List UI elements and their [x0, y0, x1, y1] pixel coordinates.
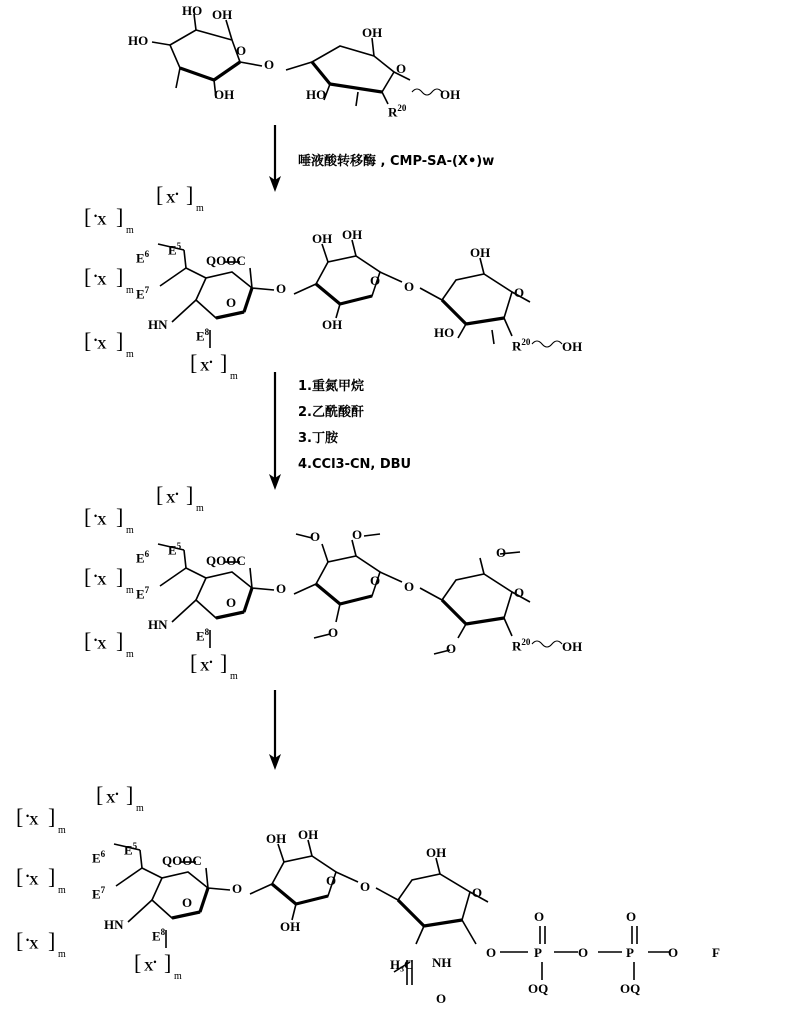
label-oq-1: OQ: [528, 981, 549, 996]
bracket-left-x8: [: [84, 564, 92, 589]
label-p-1: P: [534, 945, 542, 960]
label-xstar-1: •X: [94, 211, 107, 228]
label-ho-2: HO: [128, 33, 149, 48]
label-xstar-10: X•: [200, 657, 213, 674]
bracket-left-x10: [: [190, 650, 198, 675]
reagent-step2-0: 1.重氮甲烷: [298, 379, 364, 394]
bracket-right-x13: ]: [48, 864, 56, 889]
label-oh: OH: [212, 7, 233, 22]
bracket-right-x12: ]: [126, 782, 134, 807]
label-ring-o-3: O: [226, 295, 237, 310]
label-e7-3: $E^7$: [92, 885, 106, 902]
bracket-left-x9: [: [84, 628, 92, 653]
label-oh-7: OH: [322, 317, 343, 332]
bracket-left-x1: [: [84, 204, 92, 229]
label-xstar-6: •X: [94, 511, 107, 528]
label-oq-2: OQ: [620, 981, 641, 996]
label-xstar-8: •X: [94, 571, 107, 588]
bracket-right-x10: ]: [220, 650, 228, 675]
label-ring-o-1: O: [236, 43, 247, 58]
label-e8-1: $E^8$: [196, 327, 210, 344]
bracket-left-x11: [: [16, 804, 24, 829]
label-hn-3: HN: [104, 917, 124, 932]
label-ring-o-8: O: [514, 585, 525, 600]
label-m-8: m: [126, 585, 134, 596]
label-ome-5: O: [446, 641, 457, 656]
label-xstar-9: •X: [94, 635, 107, 652]
label-oh-3: OH: [362, 25, 383, 40]
label-r20-3: $R^{20}$: [512, 637, 531, 654]
bracket-left-x2: [: [156, 182, 164, 207]
label-oh-13: OH: [280, 919, 301, 934]
label-e5-1: $E^5$: [168, 241, 182, 258]
bracket-left-x14: [: [16, 928, 24, 953]
label-ome-1: O: [310, 529, 321, 544]
label-e8-3: $E^8$: [152, 927, 166, 944]
label-glyco-o-7: O: [360, 879, 371, 894]
label-ring-o-6: O: [226, 595, 237, 610]
label-p2-dbl-o: O: [626, 909, 637, 924]
reagent-step1-0: 唾液酸转移酶 , CMP-SA-(X•)w: [298, 154, 495, 169]
bracket-right-x5: ]: [220, 350, 228, 375]
bracket-right-x6: ]: [116, 504, 124, 529]
label-ring-o-4: O: [370, 273, 381, 288]
label-e5-2: $E^5$: [168, 541, 182, 558]
label-p-2: P: [626, 945, 634, 960]
bracket-left-x7: [: [156, 482, 164, 507]
label-e8-2: $E^8$: [196, 627, 210, 644]
bracket-right-x4: ]: [116, 328, 124, 353]
label-ring-o-11: O: [472, 885, 483, 900]
label-f: F: [712, 945, 720, 960]
bracket-left-x12: [: [96, 782, 104, 807]
bracket-right-x2: ]: [186, 182, 194, 207]
label-oh-4: OH: [440, 87, 461, 102]
label-glyco-o-4: O: [276, 581, 287, 596]
reagent-step2-1: 2.乙酰酸酐: [298, 405, 364, 420]
label-hn-1: HN: [148, 317, 168, 332]
label-ho-4: HO: [434, 325, 455, 340]
label-m-15: m: [174, 971, 182, 982]
label-nh: NH: [432, 955, 452, 970]
label-e7-2: $E^7$: [136, 585, 150, 602]
label-xstar-15: X•: [144, 957, 157, 974]
label-xstar-7: X•: [166, 489, 179, 506]
label-ring-o-7: O: [370, 573, 381, 588]
label-m-12: m: [136, 803, 144, 814]
bracket-left-x3: [: [84, 264, 92, 289]
label-ring-o-5: O: [514, 285, 525, 300]
label-xstar-11: •X: [26, 811, 39, 828]
label-glyco-o-6: O: [232, 881, 243, 896]
label-e6-1: $E^6$: [136, 249, 150, 266]
label-m-2: m: [196, 203, 204, 214]
label-glyco-o-5: O: [404, 579, 415, 594]
label-m-9: m: [126, 649, 134, 660]
bracket-left-x13: [: [16, 864, 24, 889]
reagent-step2-2: 3.丁胺: [298, 431, 338, 446]
label-ring-o-2: O: [396, 61, 407, 76]
label-glyco-o-2: O: [276, 281, 287, 296]
label-qooc-3: QOOC: [162, 853, 202, 868]
label-ring-o-9: O: [182, 895, 193, 910]
label-glyco-o-3: O: [404, 279, 415, 294]
label-m-5: m: [230, 371, 238, 382]
label-qooc-2: QOOC: [206, 553, 246, 568]
label-m-10: m: [230, 671, 238, 682]
label-ho-3: HO: [306, 87, 327, 102]
label-phospho-o-3: O: [668, 945, 679, 960]
label-oh-14: OH: [426, 845, 447, 860]
bracket-left-x15: [: [134, 950, 142, 975]
bracket-left-x4: [: [84, 328, 92, 353]
bracket-right-x7: ]: [186, 482, 194, 507]
bracket-right-x11: ]: [48, 804, 56, 829]
reagent-step2-3: 4.CCl3-CN, DBU: [298, 457, 412, 472]
label-r20-2: $R^{20}$: [512, 337, 531, 354]
label-xstar-14: •X: [26, 935, 39, 952]
label-hn-2: HN: [148, 617, 168, 632]
label-oh-9: OH: [562, 339, 583, 354]
label-ho: HO: [182, 3, 203, 18]
label-ome-3: O: [328, 625, 339, 640]
label-xstar-5: X•: [200, 357, 213, 374]
label-e7-1: $E^7$: [136, 285, 150, 302]
label-acetyl-o: O: [436, 991, 447, 1006]
label-p1-dbl-o: O: [534, 909, 545, 924]
label-glyco-o-1: O: [264, 57, 275, 72]
bracket-right-x15: ]: [164, 950, 172, 975]
bracket-right-x3: ]: [116, 264, 124, 289]
bracket-left-x5: [: [190, 350, 198, 375]
bracket-right-x8: ]: [116, 564, 124, 589]
label-r20-1: $R^{20}$: [388, 103, 407, 120]
label-h3c: H₃C: [390, 957, 414, 972]
label-ome-4: O: [496, 545, 507, 560]
label-m-13: m: [58, 885, 66, 896]
label-oh-12: OH: [298, 827, 319, 842]
label-xstar-3: •X: [94, 271, 107, 288]
label-oh-8: OH: [470, 245, 491, 260]
label-oh-6: OH: [342, 227, 363, 242]
label-oh-11: OH: [266, 831, 287, 846]
label-xstar-2: X•: [166, 189, 179, 206]
bracket-right-x9: ]: [116, 628, 124, 653]
label-xstar-13: •X: [26, 871, 39, 888]
label-xstar-12: X•: [106, 789, 119, 806]
label-e5-3: $E^5$: [124, 841, 138, 858]
label-oh-10: OH: [562, 639, 583, 654]
label-m-4: m: [126, 349, 134, 360]
label-e6-2: $E^6$: [136, 549, 150, 566]
label-oh-2: OH: [214, 87, 235, 102]
label-m-11: m: [58, 825, 66, 836]
label-e6-3: $E^6$: [92, 849, 106, 866]
label-m-7: m: [196, 503, 204, 514]
bracket-left-x6: [: [84, 504, 92, 529]
label-xstar-4: •X: [94, 335, 107, 352]
label-m-1: m: [126, 225, 134, 236]
label-ome-2: O: [352, 527, 363, 542]
label-m-3: m: [126, 285, 134, 296]
label-qooc-1: QOOC: [206, 253, 246, 268]
label-m-14: m: [58, 949, 66, 960]
label-m-6: m: [126, 525, 134, 536]
bracket-right-x14: ]: [48, 928, 56, 953]
label-ring-o-10: O: [326, 873, 337, 888]
label-phospho-o-1: O: [486, 945, 497, 960]
label-phospho-o-2: O: [578, 945, 589, 960]
label-oh-5: OH: [312, 231, 333, 246]
bracket-right-x1: ]: [116, 204, 124, 229]
